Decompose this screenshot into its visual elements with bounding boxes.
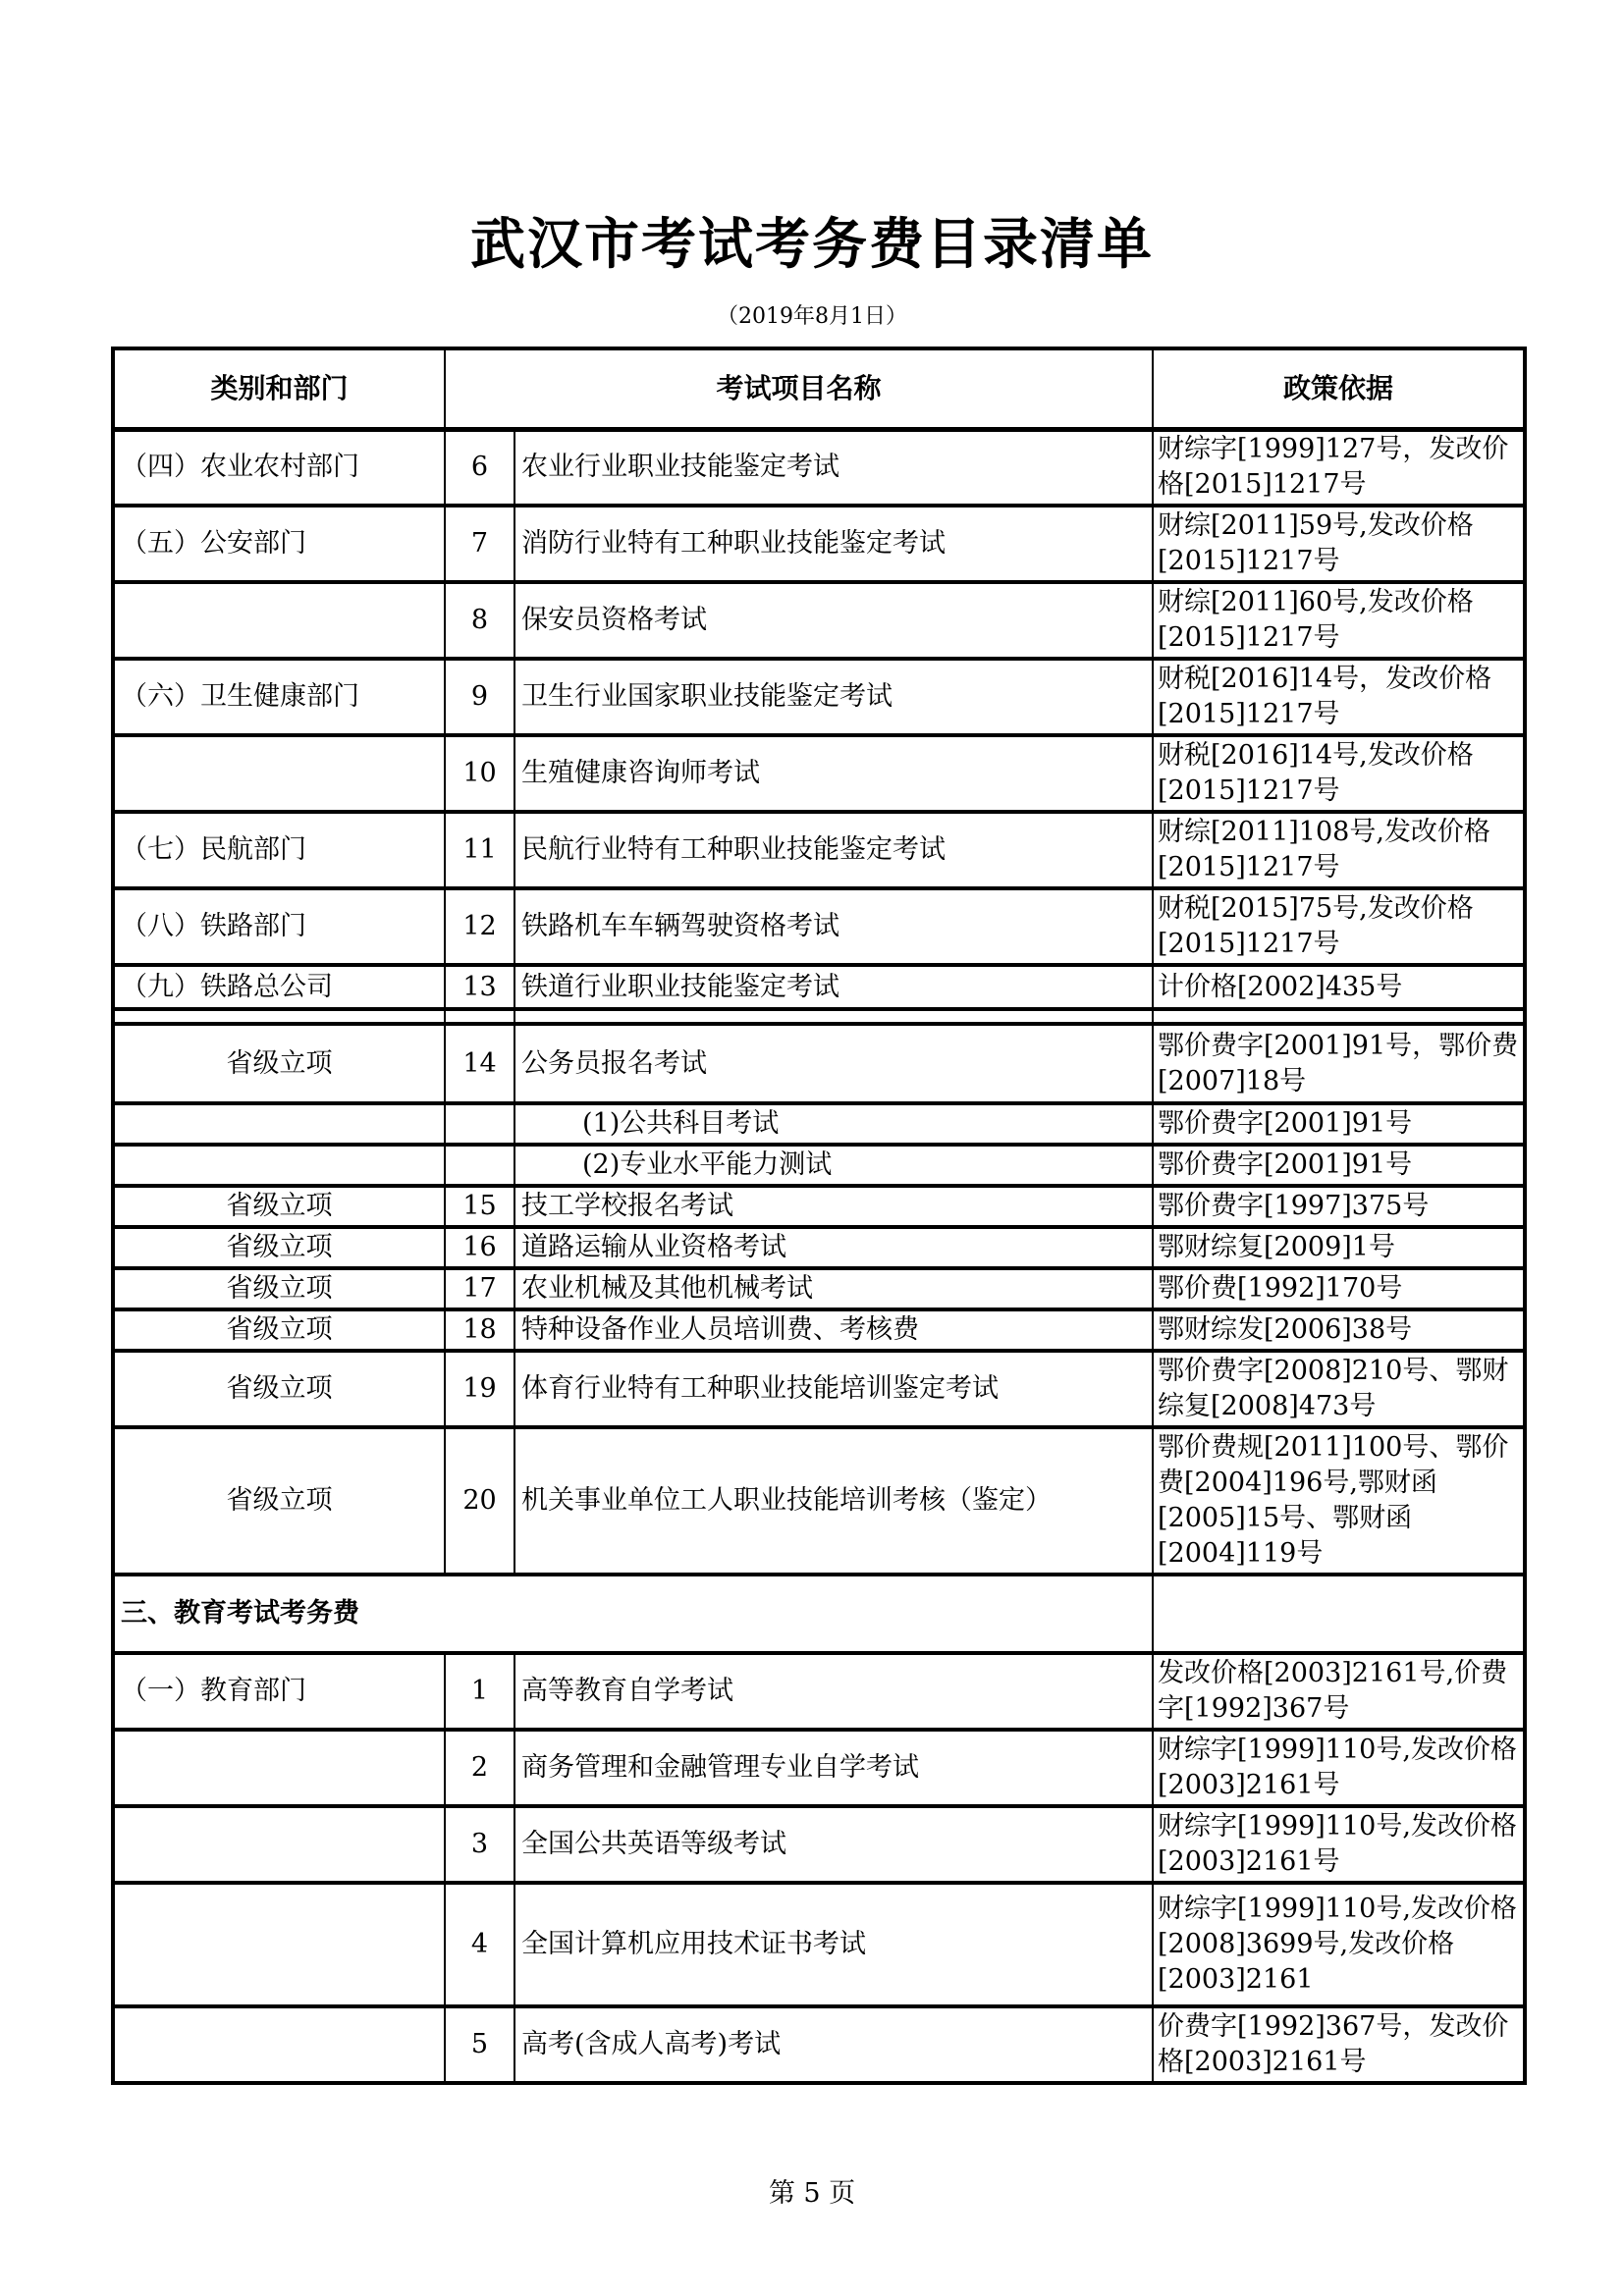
policy-cell: 鄂价费字[1997]375号 (1153, 1186, 1525, 1227)
policy-cell: 鄂价费字[2001]91号，鄂价费[2007]18号 (1153, 1024, 1525, 1103)
header-category: 类别和部门 (113, 348, 445, 429)
exam-name-cell: 卫生行业国家职业技能鉴定考试 (514, 659, 1153, 735)
item-number-cell: 14 (445, 1024, 514, 1103)
item-number-cell: 2 (445, 1730, 514, 1806)
item-number-cell: 20 (445, 1427, 514, 1575)
item-number-cell: 13 (445, 965, 514, 1009)
item-number-cell: 4 (445, 1883, 514, 2006)
department-cell: 省级立项 (113, 1309, 445, 1351)
table-row (113, 888, 1525, 965)
table-row (113, 1883, 1525, 2006)
table-row (113, 1268, 1525, 1309)
document-title: 武汉市考试考务费目录清单 (470, 213, 1154, 277)
item-number-cell: 7 (445, 506, 514, 582)
department-cell: （六）卫生健康部门 (113, 659, 445, 735)
department-cell: 省级立项 (113, 1268, 445, 1309)
table-row (113, 965, 1525, 1009)
department-cell (113, 1730, 445, 1806)
policy-cell: 财综[2011]59号,发改价格[2015]1217号 (1153, 506, 1525, 582)
department-cell (113, 582, 445, 659)
table-row (113, 429, 1525, 506)
exam-name-cell: 农业机械及其他机械考试 (514, 1268, 1153, 1309)
policy-cell: 财税[2016]14号，发改价格[2015]1217号 (1153, 659, 1525, 735)
exam-name-cell: 生殖健康咨询师考试 (514, 735, 1153, 812)
table-row (113, 506, 1525, 582)
policy-cell: 财综[2011]108号,发改价格[2015]1217号 (1153, 812, 1525, 888)
exam-name-cell: 高考(含成人高考)考试 (514, 2006, 1153, 2083)
exam-name-cell: (2)专业水平能力测试 (514, 1145, 1153, 1186)
fee-table (111, 347, 1527, 2085)
item-number-cell: 1 (445, 1653, 514, 1730)
header-policy: 政策依据 (1153, 348, 1525, 429)
table-row (113, 1427, 1525, 1575)
table-row (113, 1227, 1525, 1268)
item-number-cell: 11 (445, 812, 514, 888)
exam-name-cell: 技工学校报名考试 (514, 1186, 1153, 1227)
department-cell: （七）民航部门 (113, 812, 445, 888)
policy-cell: 鄂价费[1992]170号 (1153, 1268, 1525, 1309)
exam-name-cell: 全国计算机应用技术证书考试 (514, 1883, 1153, 2006)
item-number-cell: 16 (445, 1227, 514, 1268)
policy-cell: 发改价格[2003]2161号,价费字[1992]367号 (1153, 1653, 1525, 1730)
section-heading: 三、教育考试考务费 (113, 1575, 1153, 1653)
policy-cell: 财综字[1999]110号,发改价格[2003]2161号 (1153, 1730, 1525, 1806)
department-cell (113, 1806, 445, 1883)
item-number-cell (445, 1145, 514, 1186)
department-cell (113, 1145, 445, 1186)
table-row (113, 1653, 1525, 1730)
item-number-cell: 9 (445, 659, 514, 735)
exam-name-cell: 道路运输从业资格考试 (514, 1227, 1153, 1268)
table-row (113, 1186, 1525, 1227)
exam-name-cell: 机关事业单位工人职业技能培训考核（鉴定） (514, 1427, 1153, 1575)
policy-cell: 鄂价费字[2001]91号 (1153, 1103, 1525, 1145)
exam-name-cell: 公务员报名考试 (514, 1024, 1153, 1103)
item-number-cell: 17 (445, 1268, 514, 1309)
document-date: （2019年8月1日） (717, 304, 907, 329)
table-row (113, 1575, 1525, 1653)
item-number-cell: 6 (445, 429, 514, 506)
table-row (113, 1309, 1525, 1351)
department-cell: （八）铁路部门 (113, 888, 445, 965)
exam-name-cell (514, 1009, 1153, 1024)
item-number-cell: 5 (445, 2006, 514, 2083)
department-cell: 省级立项 (113, 1427, 445, 1575)
item-number-cell: 10 (445, 735, 514, 812)
table-row (113, 735, 1525, 812)
policy-cell: 鄂财综复[2009]1号 (1153, 1227, 1525, 1268)
exam-name-cell: 消防行业特有工种职业技能鉴定考试 (514, 506, 1153, 582)
table-row (113, 659, 1525, 735)
table-row (113, 1024, 1525, 1103)
item-number-cell: 15 (445, 1186, 514, 1227)
exam-name-cell: 高等教育自学考试 (514, 1653, 1153, 1730)
department-cell: 省级立项 (113, 1351, 445, 1427)
exam-name-cell: 全国公共英语等级考试 (514, 1806, 1153, 1883)
exam-name-cell: (1)公共科目考试 (514, 1103, 1153, 1145)
item-number-cell: 8 (445, 582, 514, 659)
policy-cell: 财综字[1999]110号,发改价格[2008]3699号,发改价格[2003]2161 (1153, 1883, 1525, 2006)
item-number-cell: 19 (445, 1351, 514, 1427)
policy-cell: 鄂价费字[2001]91号 (1153, 1145, 1525, 1186)
department-cell: （五）公安部门 (113, 506, 445, 582)
exam-name-cell: 特种设备作业人员培训费、考核费 (514, 1309, 1153, 1351)
policy-cell: 价费字[1992]367号，发改价格[2003]2161号 (1153, 2006, 1525, 2083)
exam-name-cell: 农业行业职业技能鉴定考试 (514, 429, 1153, 506)
policy-cell (1153, 1575, 1525, 1653)
policy-cell: 鄂价费规[2011]100号、鄂价费[2004]196号,鄂财函[2005]15号、鄂财函[2004]119号 (1153, 1427, 1525, 1575)
policy-cell: 鄂价费字[2008]210号、鄂财综复[2008]473号 (1153, 1351, 1525, 1427)
table-row (113, 1730, 1525, 1806)
exam-name-cell: 保安员资格考试 (514, 582, 1153, 659)
policy-cell: 财税[2015]75号,发改价格[2015]1217号 (1153, 888, 1525, 965)
table-row (113, 812, 1525, 888)
header-exam-name: 考试项目名称 (445, 348, 1153, 429)
policy-cell: 财税[2016]14号,发改价格[2015]1217号 (1153, 735, 1525, 812)
exam-name-cell: 体育行业特有工种职业技能培训鉴定考试 (514, 1351, 1153, 1427)
item-number-cell: 3 (445, 1806, 514, 1883)
exam-name-cell: 铁路机车车辆驾驶资格考试 (514, 888, 1153, 965)
department-cell: 省级立项 (113, 1227, 445, 1268)
department-cell: 省级立项 (113, 1186, 445, 1227)
policy-cell (1153, 1009, 1525, 1024)
department-cell (113, 735, 445, 812)
item-number-cell: 12 (445, 888, 514, 965)
policy-cell: 鄂财综发[2006]38号 (1153, 1309, 1525, 1351)
department-cell: 省级立项 (113, 1024, 445, 1103)
item-number-cell (445, 1009, 514, 1024)
table-row (113, 1351, 1525, 1427)
exam-name-cell: 民航行业特有工种职业技能鉴定考试 (514, 812, 1153, 888)
department-cell: （一）教育部门 (113, 1653, 445, 1730)
department-cell (113, 1103, 445, 1145)
item-number-cell (445, 1103, 514, 1145)
exam-name-cell: 铁道行业职业技能鉴定考试 (514, 965, 1153, 1009)
department-cell: （九）铁路总公司 (113, 965, 445, 1009)
table-row (113, 1145, 1525, 1186)
department-cell (113, 1009, 445, 1024)
item-number-cell: 18 (445, 1309, 514, 1351)
policy-cell: 财综字[1999]110号,发改价格[2003]2161号 (1153, 1806, 1525, 1883)
page-number: 第 5 页 (768, 2178, 856, 2209)
department-cell (113, 2006, 445, 2083)
table-row (113, 2006, 1525, 2083)
exam-name-cell: 商务管理和金融管理专业自学考试 (514, 1730, 1153, 1806)
policy-cell: 财综字[1999]127号，发改价格[2015]1217号 (1153, 429, 1525, 506)
table-row (113, 1009, 1525, 1024)
policy-cell: 计价格[2002]435号 (1153, 965, 1525, 1009)
policy-cell: 财综[2011]60号,发改价格[2015]1217号 (1153, 582, 1525, 659)
department-cell: （四）农业农村部门 (113, 429, 445, 506)
table-row (113, 1806, 1525, 1883)
table-row (113, 582, 1525, 659)
table-row (113, 1103, 1525, 1145)
department-cell (113, 1883, 445, 2006)
